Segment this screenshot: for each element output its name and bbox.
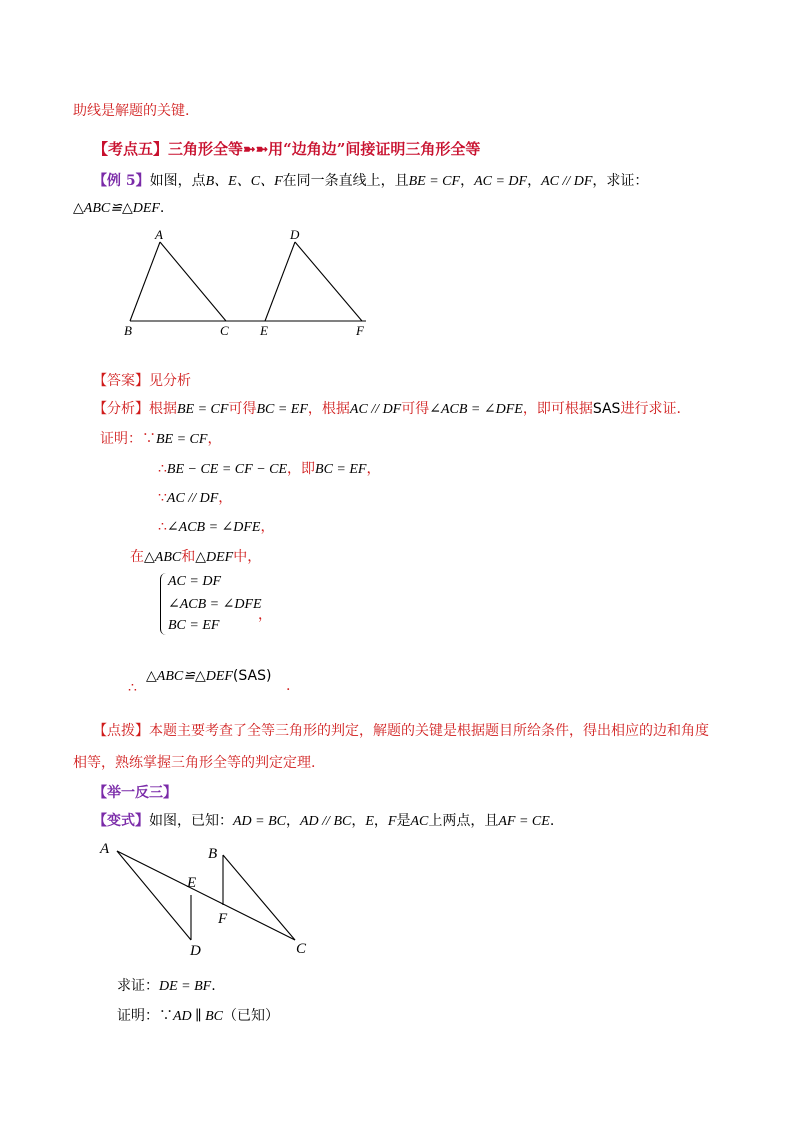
section-tag: 【考点五】 — [93, 140, 169, 158]
proof-math: △DEF — [195, 550, 234, 565]
variant-text: 上两点，且 — [428, 813, 499, 829]
label-b: B — [208, 846, 218, 862]
section-heading — [93, 138, 480, 159]
label-c: C — [296, 941, 307, 957]
variant-text: 是 — [396, 813, 411, 829]
variant-math: AC — [410, 814, 429, 829]
example-goal-expr: △ABC≌△DEF — [73, 201, 160, 216]
system-line-1: AC = DF — [168, 574, 221, 589]
practice-heading: 【举一反三】 — [93, 785, 177, 801]
proof-line-4 — [158, 516, 275, 536]
label-f: F — [218, 911, 228, 927]
conclusion-sas: (SAS) — [232, 668, 272, 684]
proof-line-3 — [158, 487, 232, 507]
example-cond-3: AC // DF — [541, 174, 593, 189]
variant-math: AD // BC — [300, 814, 352, 829]
example-cond-1: BE = CF — [408, 174, 461, 189]
analysis-text: 可得 — [228, 401, 257, 417]
proof2-stmt: AD ∥ BC — [173, 1009, 224, 1024]
punct: ， — [260, 519, 275, 535]
separator: ， — [460, 173, 475, 189]
analysis-math: BC = EF — [256, 402, 308, 417]
label-d: D — [290, 227, 300, 242]
remark-tag: 【点拨】 — [93, 723, 149, 739]
segment-de — [265, 242, 295, 321]
figure-1 — [110, 225, 390, 345]
punct: ， — [218, 490, 233, 506]
proof-line-5 — [130, 546, 261, 566]
variant-line — [93, 810, 554, 830]
label-e: E — [187, 875, 197, 891]
answer-text: 见分析 — [149, 373, 191, 389]
analysis-text: ，根据 — [307, 401, 350, 417]
variant-math: E — [365, 814, 374, 829]
proof-line-1 — [100, 428, 221, 448]
variant-math: AD = BC — [233, 814, 286, 829]
prove-line — [117, 975, 216, 995]
proof-text: 中， — [233, 549, 262, 565]
because-symbol: ∵ — [158, 490, 167, 506]
segment-df — [295, 242, 362, 321]
figure-2 — [95, 835, 325, 965]
segment-bc — [223, 855, 295, 940]
period: . — [159, 200, 165, 216]
analysis-math: AC // DF — [349, 402, 402, 417]
conclusion-expr: △ABC≌△DEF — [146, 669, 233, 684]
separator: ， — [286, 813, 300, 829]
system-line-3: BC = EF — [168, 618, 220, 633]
example-line — [93, 170, 648, 190]
section-title-rest: 用“边角边”间接证明三角形全等 — [268, 140, 481, 158]
example-tag: 【例 5】 — [93, 173, 150, 189]
proof2-note: （已知） — [223, 1008, 280, 1024]
proof-label: 证明： — [100, 431, 142, 447]
prove-goal: DE = BF — [159, 979, 212, 994]
proof2-line — [117, 1005, 279, 1025]
label-c: C — [220, 323, 229, 338]
proof-math: BC = EF — [315, 462, 367, 477]
segment-ac — [117, 851, 295, 940]
proof2-label: 证明： — [117, 1008, 159, 1024]
separator: ， — [351, 813, 366, 829]
period: . — [211, 978, 216, 994]
remark-line-1 — [93, 720, 709, 740]
therefore-symbol: ∴ — [158, 461, 167, 477]
segment-ad — [117, 851, 191, 940]
proof-math: △ABC — [144, 550, 182, 565]
therefore-symbol: ∴ — [158, 519, 167, 535]
analysis-math: BE = CF — [177, 402, 229, 417]
because-symbol: ∵ — [142, 431, 156, 447]
proof-math: AC // DF — [166, 491, 219, 506]
variant-math: AF = CE — [498, 814, 550, 829]
conclusion-end: . — [286, 678, 291, 694]
label-f: F — [356, 323, 364, 338]
label-a: A — [100, 841, 110, 857]
analysis-tag: 【分析】 — [93, 401, 149, 417]
proof-conclusion — [146, 668, 271, 685]
answer-tag: 【答案】 — [93, 373, 149, 389]
segment-ab — [130, 242, 160, 321]
variant-text: . — [549, 813, 555, 829]
punct: ， — [207, 431, 222, 447]
analysis-text: 可得 — [401, 401, 430, 417]
proof-line-2 — [158, 458, 381, 478]
example-points: B、E、C、F — [205, 174, 283, 189]
separator: ， — [527, 173, 542, 189]
system-line-2: ∠ACB = ∠DFE — [168, 597, 262, 612]
variant-text: 如图，已知： — [149, 813, 233, 829]
top-line: 助线是解题的关键. — [73, 103, 190, 119]
example-goal — [73, 200, 164, 217]
section-title: 三角形全等 — [168, 140, 244, 158]
proof-text: ，即 — [287, 461, 316, 477]
label-a: A — [155, 227, 163, 242]
variant-math: F — [387, 814, 397, 829]
analysis-text: ，即可根据 — [522, 401, 593, 417]
analysis-math: ∠ACB = ∠DFE — [429, 402, 523, 417]
because-symbol: ∵ — [159, 1008, 173, 1024]
label-e: E — [260, 323, 268, 338]
analysis-text: 进行求证. — [620, 401, 681, 417]
proof-text: 在 — [130, 549, 144, 565]
label-b: B — [124, 323, 132, 338]
therefore-symbol: ∴ — [128, 680, 137, 696]
variant-tag: 【变式】 — [93, 813, 149, 829]
answer-line — [93, 370, 191, 390]
punct: ， — [366, 461, 381, 477]
remark-text-1: 本题主要考查了全等三角形的判定，解题的关键是根据题目所给条件，得出相应的边和角度 — [149, 723, 709, 739]
analysis-line — [93, 398, 681, 418]
example-text-3: ，求证： — [592, 173, 649, 189]
example-cond-2: AC = DF — [474, 174, 528, 189]
example-text-1: 如图，点 — [149, 173, 206, 189]
segment-ac — [160, 242, 226, 321]
remark-line-2: 相等，熟练掌握三角形全等的判定定理. — [73, 755, 316, 771]
system-end: ， — [258, 607, 272, 623]
prove-label: 求证： — [117, 978, 159, 994]
analysis-sas: SAS — [592, 401, 621, 417]
separator: ， — [373, 813, 388, 829]
example-text-2: 在同一条直线上，且 — [282, 173, 409, 189]
label-d: D — [190, 943, 201, 959]
proof-math: ∠ACB = ∠DFE — [166, 520, 261, 535]
proof-math: BE − CE = CF − CE — [166, 462, 288, 477]
analysis-text: 根据 — [149, 401, 177, 417]
proof-math: BE = CF — [156, 432, 208, 447]
proof-text: 和 — [181, 549, 196, 565]
arrow-icon: ➼➼ — [243, 140, 269, 158]
